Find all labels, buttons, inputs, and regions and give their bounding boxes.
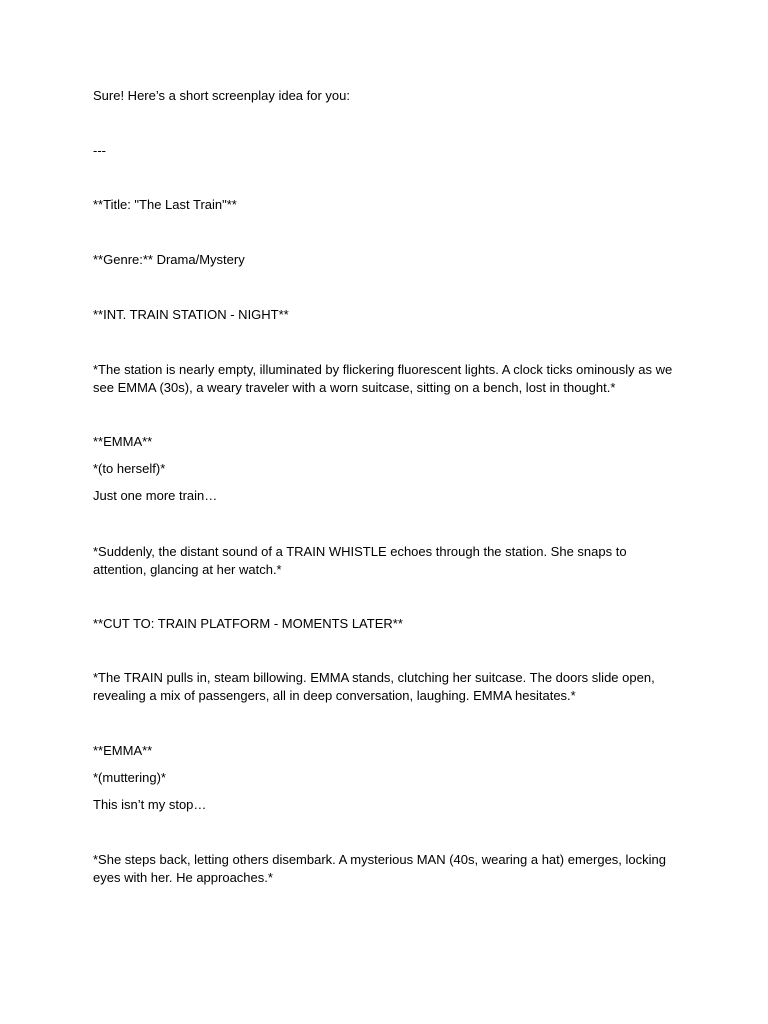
- scene-heading: **CUT TO: TRAIN PLATFORM - MOMENTS LATER**: [93, 616, 403, 631]
- dialogue-line: This isn’t my stop…: [93, 797, 207, 812]
- dialogue-line: Just one more train…: [93, 488, 218, 503]
- scene-heading: **INT. TRAIN STATION - NIGHT**: [93, 307, 289, 322]
- parenthetical: *(muttering)*: [93, 770, 166, 785]
- character-name: **EMMA**: [93, 434, 153, 449]
- genre-line: **Genre:** Drama/Mystery: [93, 252, 245, 267]
- separator-line: ---: [93, 143, 106, 158]
- action-paragraph: *Suddenly, the distant sound of a TRAIN WHISTLE echoes through the station. She snaps to attention, glancing at her watch.*: [93, 544, 627, 577]
- action-paragraph: *She steps back, letting others disembark. A mysterious MAN (40s, wearing a hat) emerges, locking eyes with her. He approaches.*: [93, 852, 666, 885]
- action-paragraph: *The TRAIN pulls in, steam billowing. EMMA stands, clutching her suitcase. The doors slide open, revealing a mix of passengers, all in deep conversation, laughing. EMMA hesitates.*: [93, 670, 655, 703]
- action-paragraph: *The station is nearly empty, illuminated by flickering fluorescent lights. A clock ticks ominously as we see EMMA (30s), a weary traveler with a worn suitcase, sitting on a bench, lost in thought.*: [93, 362, 673, 395]
- title-line: **Title: "The Last Train"**: [93, 197, 237, 212]
- intro-line: Sure! Here’s a short screenplay idea for you:: [93, 88, 351, 103]
- character-name: **EMMA**: [93, 743, 153, 758]
- parenthetical: *(to herself)*: [93, 461, 166, 476]
